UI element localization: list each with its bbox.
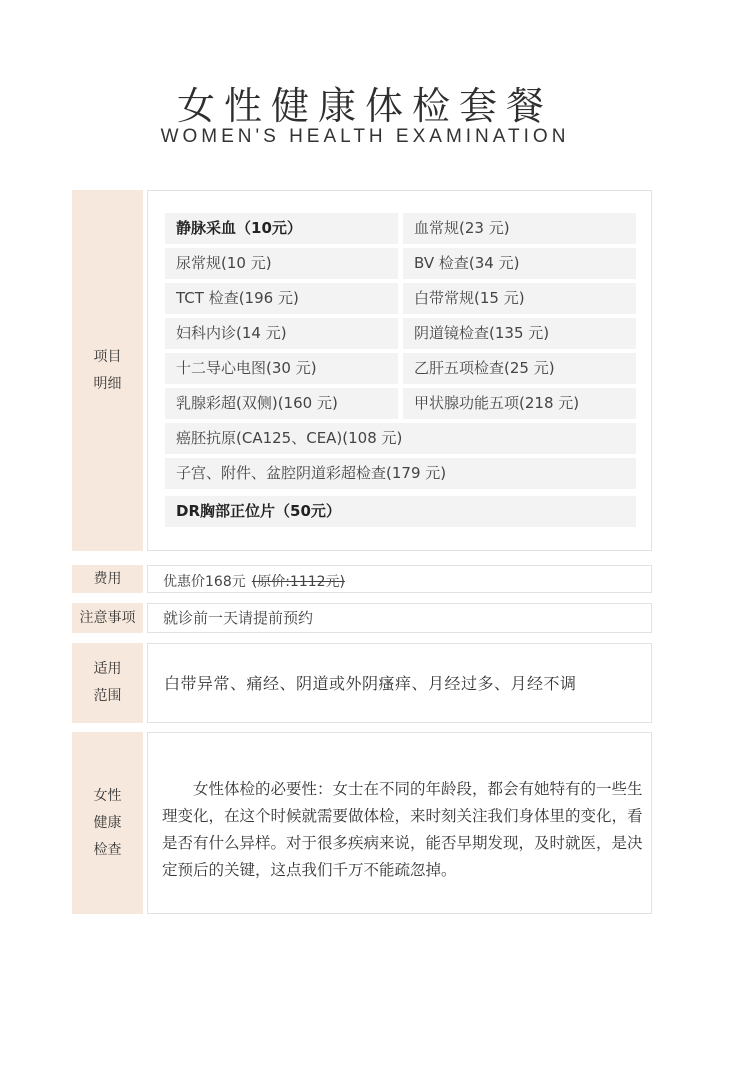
item-urine-routine: 尿常规(10 元) <box>165 248 398 279</box>
scope-label: 适用 范围 <box>72 643 143 723</box>
notice-text: 就诊前一天请提前预约 <box>163 609 314 627</box>
item-thyroid: 甲状腺功能五项(218 元) <box>403 388 636 419</box>
item-leucorrhea-routine: 白带常规(15 元) <box>403 283 636 314</box>
item-gyn-exam: 妇科内诊(14 元) <box>165 318 398 349</box>
item-hepatitis-b: 乙肝五项检查(25 元) <box>403 353 636 384</box>
page-subtitle: WOMEN'S HEALTH EXAMINATION <box>160 126 570 147</box>
intro-text: 女性体检的必要性：女士在不同的年龄段，都会有她特有的一些生理变化，在这个时候就需要做体检，来时刻关注我们身体里的变化，看是否有什么异样。对于很多疾病来说，能否早期发现，及时就医，是决定预后的关键，这点我们千万不能疏忽掉。 <box>162 780 643 879</box>
fee-label: 费用 <box>72 565 143 593</box>
discount-price: 优惠价168元 <box>163 574 246 590</box>
item-venous-blood: 静脉采血（10元） <box>165 213 398 244</box>
item-chest-dr: DR胸部正位片（50元） <box>165 496 636 527</box>
fee-text <box>163 571 345 591</box>
intro-box <box>147 732 652 914</box>
page-title: 女性健康体检套餐 <box>176 84 553 128</box>
intro-label: 女性 健康 检查 <box>72 732 143 914</box>
items-box <box>147 190 652 551</box>
item-tct-test: TCT 检查(196 元) <box>165 283 398 314</box>
item-pelvic-ultrasound: 子宫、附件、盆腔阴道彩超检查(179 元) <box>165 458 636 489</box>
item-bv-test: BV 检查(34 元) <box>403 248 636 279</box>
scope-box <box>147 643 652 723</box>
item-ecg: 十二导心电图(30 元) <box>165 353 398 384</box>
scope-text: 白带异常、痛经、阴道或外阴瘙痒、月经过多、月经不调 <box>164 674 577 693</box>
original-price: (原价:1112元) <box>251 574 346 590</box>
notice-label: 注意事项 <box>72 603 143 633</box>
item-blood-routine: 血常规(23 元) <box>403 213 636 244</box>
items-label: 项目 明细 <box>72 190 143 551</box>
fee-box <box>147 565 652 593</box>
item-colposcopy: 阴道镜检查(135 元) <box>403 318 636 349</box>
notice-box <box>147 603 652 633</box>
item-cea: 癌胚抗原(CA125、CEA)(108 元) <box>165 423 636 454</box>
item-breast-ultrasound: 乳腺彩超(双侧)(160 元) <box>165 388 398 419</box>
